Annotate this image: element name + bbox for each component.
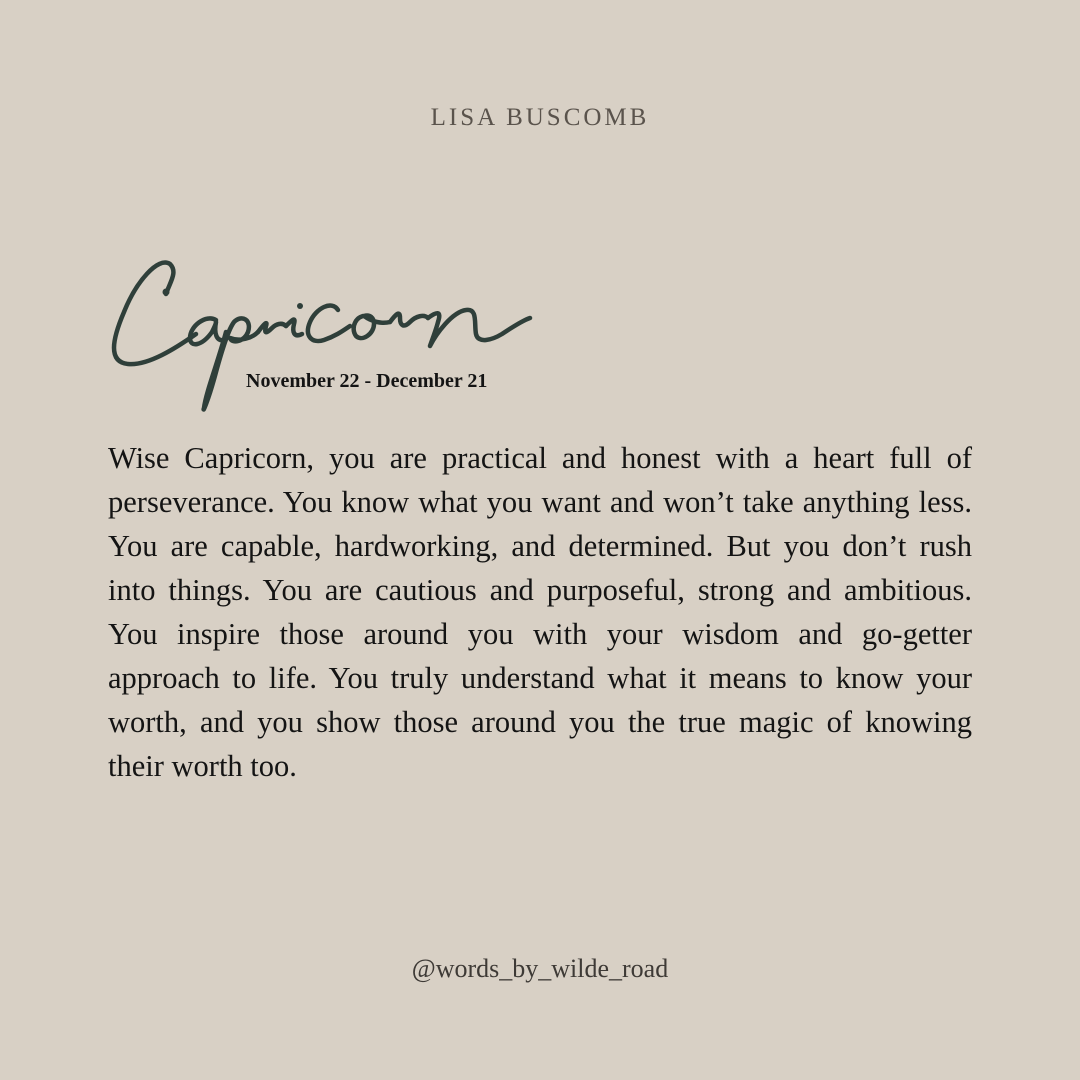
author-name: LISA BUSCOMB <box>430 104 650 131</box>
sign-description: Wise Capricorn, you are practical and honest with a heart full of perseverance. You know what you want and won’t take anything less. You are capable, hardworking, and determined. But you don’t rush into things. You are cautious and purposeful, strong and ambitious. You inspire those around you with your wisdom and go-getter approach to life. You truly understand what it means to know your worth, and you show those around you the true magic of knowing their worth too. <box>108 440 972 783</box>
sign-dates: November 22 - December 21 <box>246 370 488 392</box>
social-handle: @words_by_wilde_road <box>411 954 669 983</box>
